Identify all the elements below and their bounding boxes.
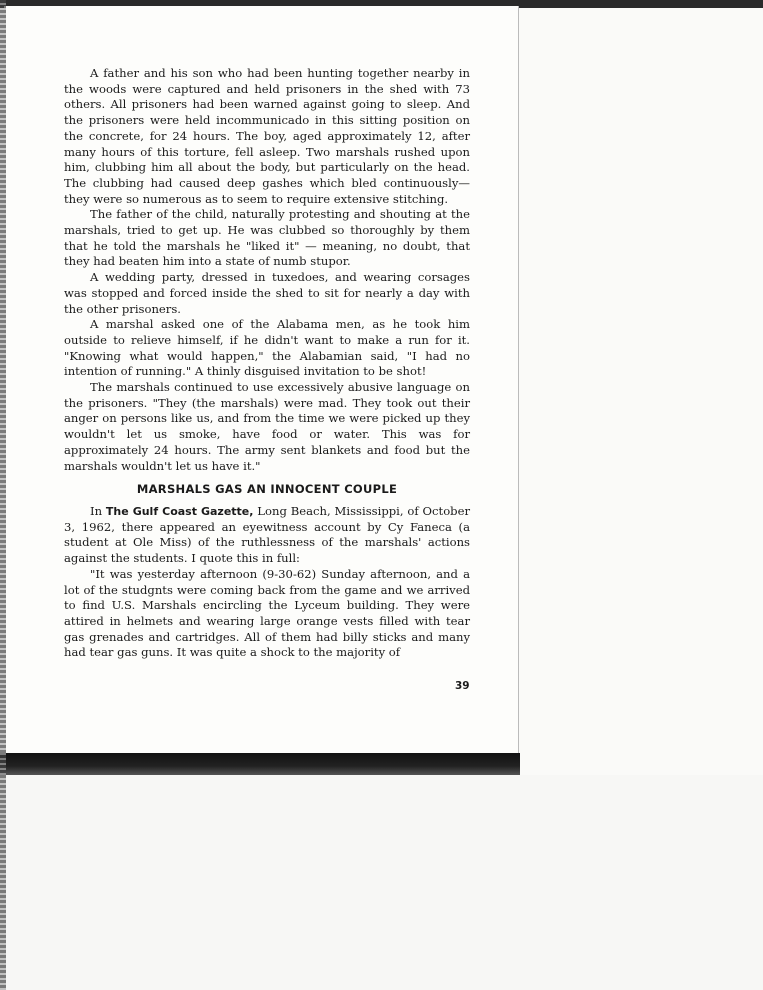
paragraph-7: "It was yesterday afternoon (9-30-62) Sunday afternoon, and a lot of the studgnts were coming back from the game and we arrived to find U.S. Marshals encircling the Lyceum building. They were attired in helmets and wearing large orange vests filled with tear gas grenades and cartridges. All of them had billy sticks and many had tear gas guns. It was quite a shock to the majority of xyxy=(64,566,470,660)
paragraph-4: A marshal asked one of the Alabama men, as he took him outside to relieve himself, if he didn't want to make a run for it. "Knowing what would happen," the Alabamian said, "I had no intention of running." A thinly disguised invitation to be shot! xyxy=(64,317,470,379)
body-text xyxy=(64,66,470,661)
paragraph-5: The marshals continued to use excessively abusive language on the prisoners. "They (the marshals) were mad. They took out their anger on persons like us, and from the time we were picked up they wouldn't let us smoke, have food or water. This was for approximately 24 hours. The army sent blankets and food but the marshals wouldn't let us have it." xyxy=(64,380,470,473)
paragraph-6-suffix: Long Beach, Mississippi, of October 3, 1962, there appeared an eyewitness account by Cy Faneca (a student at Ole Miss) of the ruthlessness of the marshals' actions against the students. I quote this in full: xyxy=(64,503,470,566)
paragraph-2: The father of the child, naturally protesting and shouting at the marshals, tried to get up. He was clubbed so thoroughly by them that he told the marshals he "liked it" — meaning, no doubt, that they had beaten him into a state of numb stupor. xyxy=(64,207,470,269)
paragraph-6 xyxy=(64,504,470,567)
scan-background-right xyxy=(518,8,763,775)
paragraph-3: A wedding party, dressed in tuxedoes, and wearing corsages was stopped and forced inside the shed to sit for nearly a day with the other prisoners. xyxy=(64,270,470,316)
paragraph-1: A father and his son who had been hunting together nearby in the woods were captured and held prisoners in the shed with 73 others. All prisoners had been warned against going to sleep. And the prisoners were held incommunicado in this sitting position on the concrete, for 24 hours. The boy, aged approximately 12, after many hours of this torture, fell asleep. Two marshals rushed upon him, clubbing him all about the body, but particularly on the head. The clubbing had caused deep gashes which bled continuously—they were so numerous as to seem to require extensive stitching. xyxy=(64,66,470,206)
section-heading: MARSHALS GAS AN INNOCENT COUPLE xyxy=(136,482,398,497)
scan-page-shadow xyxy=(0,753,520,775)
paragraph-6-prefix: In xyxy=(90,503,106,518)
newspaper-title: The Gulf Coast Gazette, xyxy=(105,504,254,518)
page-number: 39 xyxy=(455,680,470,692)
scan-left-edge xyxy=(0,0,6,990)
scan-background-bottom xyxy=(0,775,763,990)
